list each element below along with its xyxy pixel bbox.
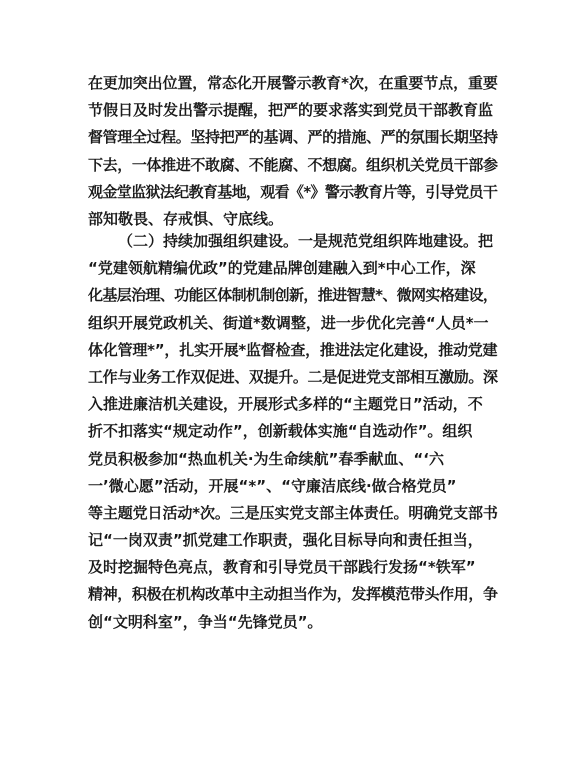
text-line: 记“一岗双责”抓党建工作职责，强化目标导向和责任担当， (88, 531, 483, 550)
text-line: 下去，一体推进不敢腐、不能腐、不想腐。组织机关党员干部参 (88, 155, 498, 174)
paragraph-warning-education (88, 70, 498, 233)
text-line: 在更加突出位置，常态化开展警示教育*次，在重要节点，重要 (88, 74, 498, 92)
text-line: 折不扣落实“规定动作”，创新载体实施“自选动作”。组织 (88, 422, 473, 441)
text-line: 创“文明科室”，争当“先锋党员”。 (88, 612, 323, 631)
text-line: （二）持续加强组织建设。一是规范党组织阵地建设。把 (118, 232, 494, 250)
text-line: “党建领航精编优政”的党建品牌创建融入到*中心工作，深 (88, 259, 476, 278)
text-line: 化基层治理、功能区体制机制创新，推进智慧*、微网实格建设， (88, 286, 498, 305)
text-line: 党员积极参加“热血机关·为生命续航”春季献血、“‘六 (88, 449, 444, 468)
text-line: 一’微心愿”活动，开展“*”、“守廉洁底线·做合格党员” (88, 476, 457, 495)
text-line: 部知敬畏、存戒惧、守底线。 (88, 209, 284, 228)
text-line: 入推进廉洁机关建设，开展形式多样的“主题党日”活动，不 (88, 395, 483, 414)
text-line: 观金堂监狱法纪教育基地，观看《*》警示教育片等，引导党员干 (88, 182, 498, 201)
text-line: 工作与业务工作双促进、双提升。二是促进党支部相互激励。深 (88, 367, 498, 386)
text-line: 组织开展党政机关、街道*数调整，进一步优化完善“人员*一 (88, 313, 489, 332)
paragraph-organization-building (88, 228, 498, 636)
text-line: 精神，积极在机构改革中主动担当作为，发挥模范带头作用，争 (88, 585, 498, 604)
text-line: 督管理全过程。坚持把严的基调、严的措施、严的氛围长期坚持 (88, 128, 498, 147)
text-line: 等主题党日活动*次。三是压实党支部主体责任。明确党支部书 (88, 503, 498, 522)
text-line: 及时挖掘特色亮点，教育和引导党员干部践行发扬“*铁军” (88, 558, 476, 577)
text-line: 体化管理*”，扎实开展*监督检查，推进法定化建设，推动党建 (88, 340, 498, 359)
text-line: 节假日及时发出警示提醒，把严的要求落实到党员干部教育监 (88, 101, 494, 120)
